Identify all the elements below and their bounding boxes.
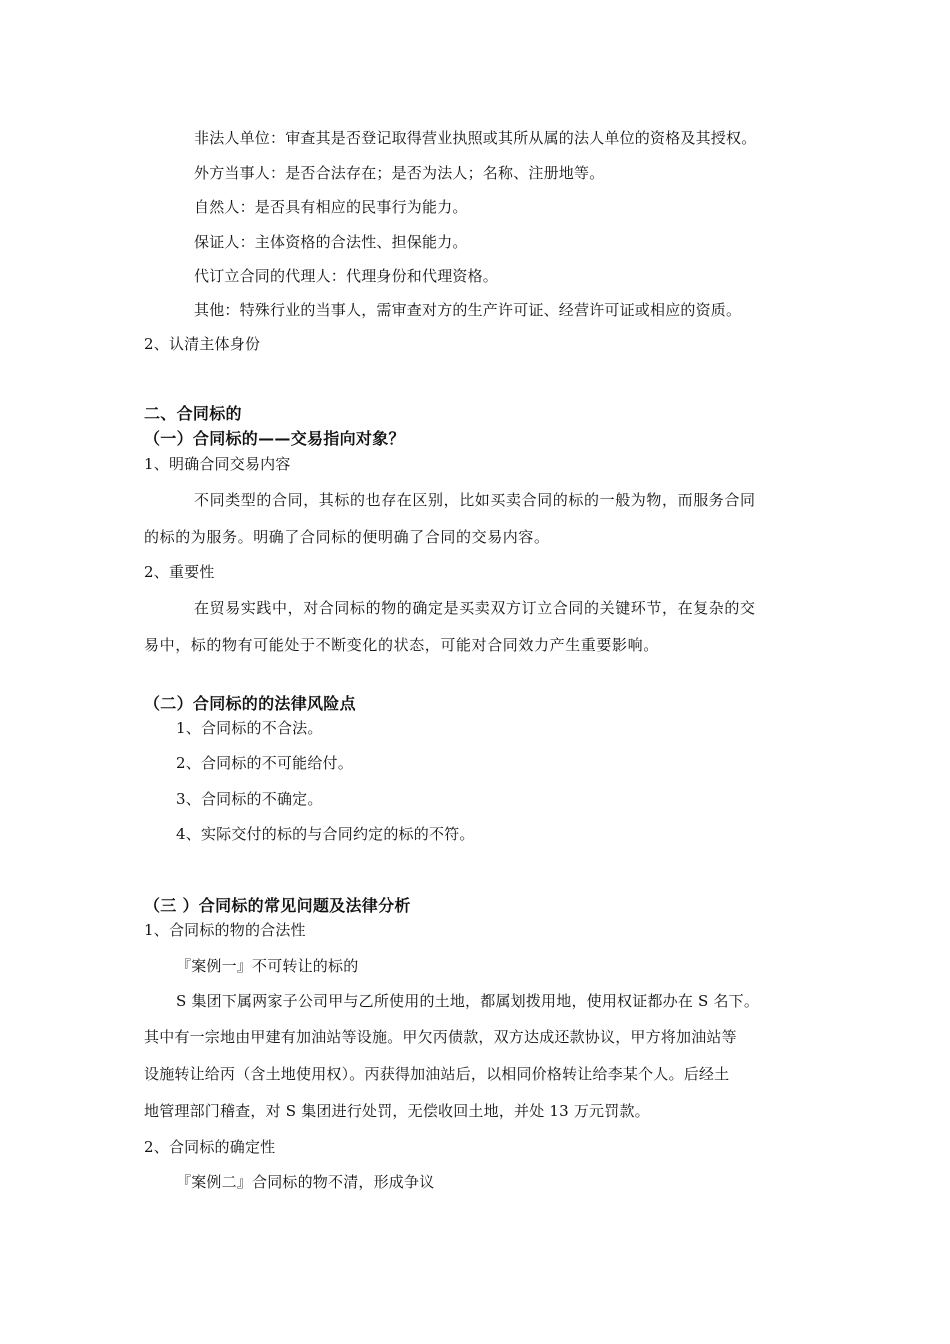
review-item-natural-person: 自然人：是否具有相应的民事行为能力。: [194, 198, 468, 216]
risk-point-4: 4、实际交付的标的与合同约定的标的不符。: [176, 825, 475, 843]
review-item-non-legal-entity: 非法人单位：审查其是否登记取得营业执照或其所从属的法人单位的资格及其授权。: [194, 129, 757, 147]
case-one-line1: S 集团下属两家子公司甲与乙所使用的土地，都属划拨用地，使用权证都办在 S 名下。: [176, 992, 760, 1010]
review-item-guarantor: 保证人：主体资格的合法性、担保能力。: [194, 233, 468, 251]
case-one-title: 『案例一』不可转让的标的: [176, 957, 359, 975]
subsection-one-point2-heading: 2、重要性: [144, 563, 215, 581]
risk-point-2: 2、合同标的不可能给付。: [176, 754, 353, 772]
subsection-one-title: （一）合同标的——交易指向对象？: [144, 429, 405, 448]
case-one-line4: 地管理部门稽查，对 S 集团进行处罚，无偿收回土地，并处 13 万元罚款。: [144, 1102, 650, 1120]
case-one-line3: 设施转让给丙（含土地使用权）。丙获得加油站后，以相同价格转让给李某个人。后经土: [144, 1065, 730, 1083]
review-item-other: 其他：特殊行业的当事人，需审查对方的生产许可证、经营许可证或相应的资质。: [194, 301, 742, 319]
risk-point-3: 3、合同标的不确定。: [176, 790, 323, 808]
subsection-one-point1-heading: 1、明确合同交易内容: [144, 455, 291, 473]
risk-point-1: 1、合同标的不合法。: [176, 719, 323, 737]
subsection-one-point2-line2: 易中，标的物有可能处于不断变化的状态，可能对合同效力产生重要影响。: [144, 636, 659, 654]
subsection-three-point2-heading: 2、合同标的确定性: [144, 1138, 276, 1156]
subsection-three-title: （三 ）合同标的常见问题及法律分析: [144, 896, 411, 915]
review-item-foreign-party: 外方当事人：是否合法存在；是否为法人；名称、注册地等。: [194, 164, 605, 182]
subsection-one-point2-line1: 在贸易实践中，对合同标的物的确定是买卖双方订立合同的关键环节，在复杂的交: [194, 599, 756, 617]
subsection-three-point1-heading: 1、合同标的物的合法性: [144, 921, 306, 939]
case-one-line2: 其中有一宗地由甲建有加油站等设施。甲欠丙债款，双方达成还款协议，甲方将加油站等: [144, 1028, 737, 1046]
case-two-title: 『案例二』合同标的物不清，形成争议: [176, 1173, 435, 1191]
point-identify-subject: 2、认清主体身份: [144, 335, 261, 353]
subsection-one-point1-line2: 的标的为服务。明确了合同标的便明确了合同的交易内容。: [144, 528, 550, 546]
review-item-agent: 代订立合同的代理人：代理身份和代理资格。: [194, 267, 499, 285]
subsection-two-title: （二）合同标的的法律风险点: [144, 694, 356, 713]
section-two-title: 二、合同标的: [144, 404, 242, 423]
subsection-one-point1-line1: 不同类型的合同，其标的也存在区别，比如买卖合同的标的一般为物，而服务合同: [194, 491, 756, 509]
